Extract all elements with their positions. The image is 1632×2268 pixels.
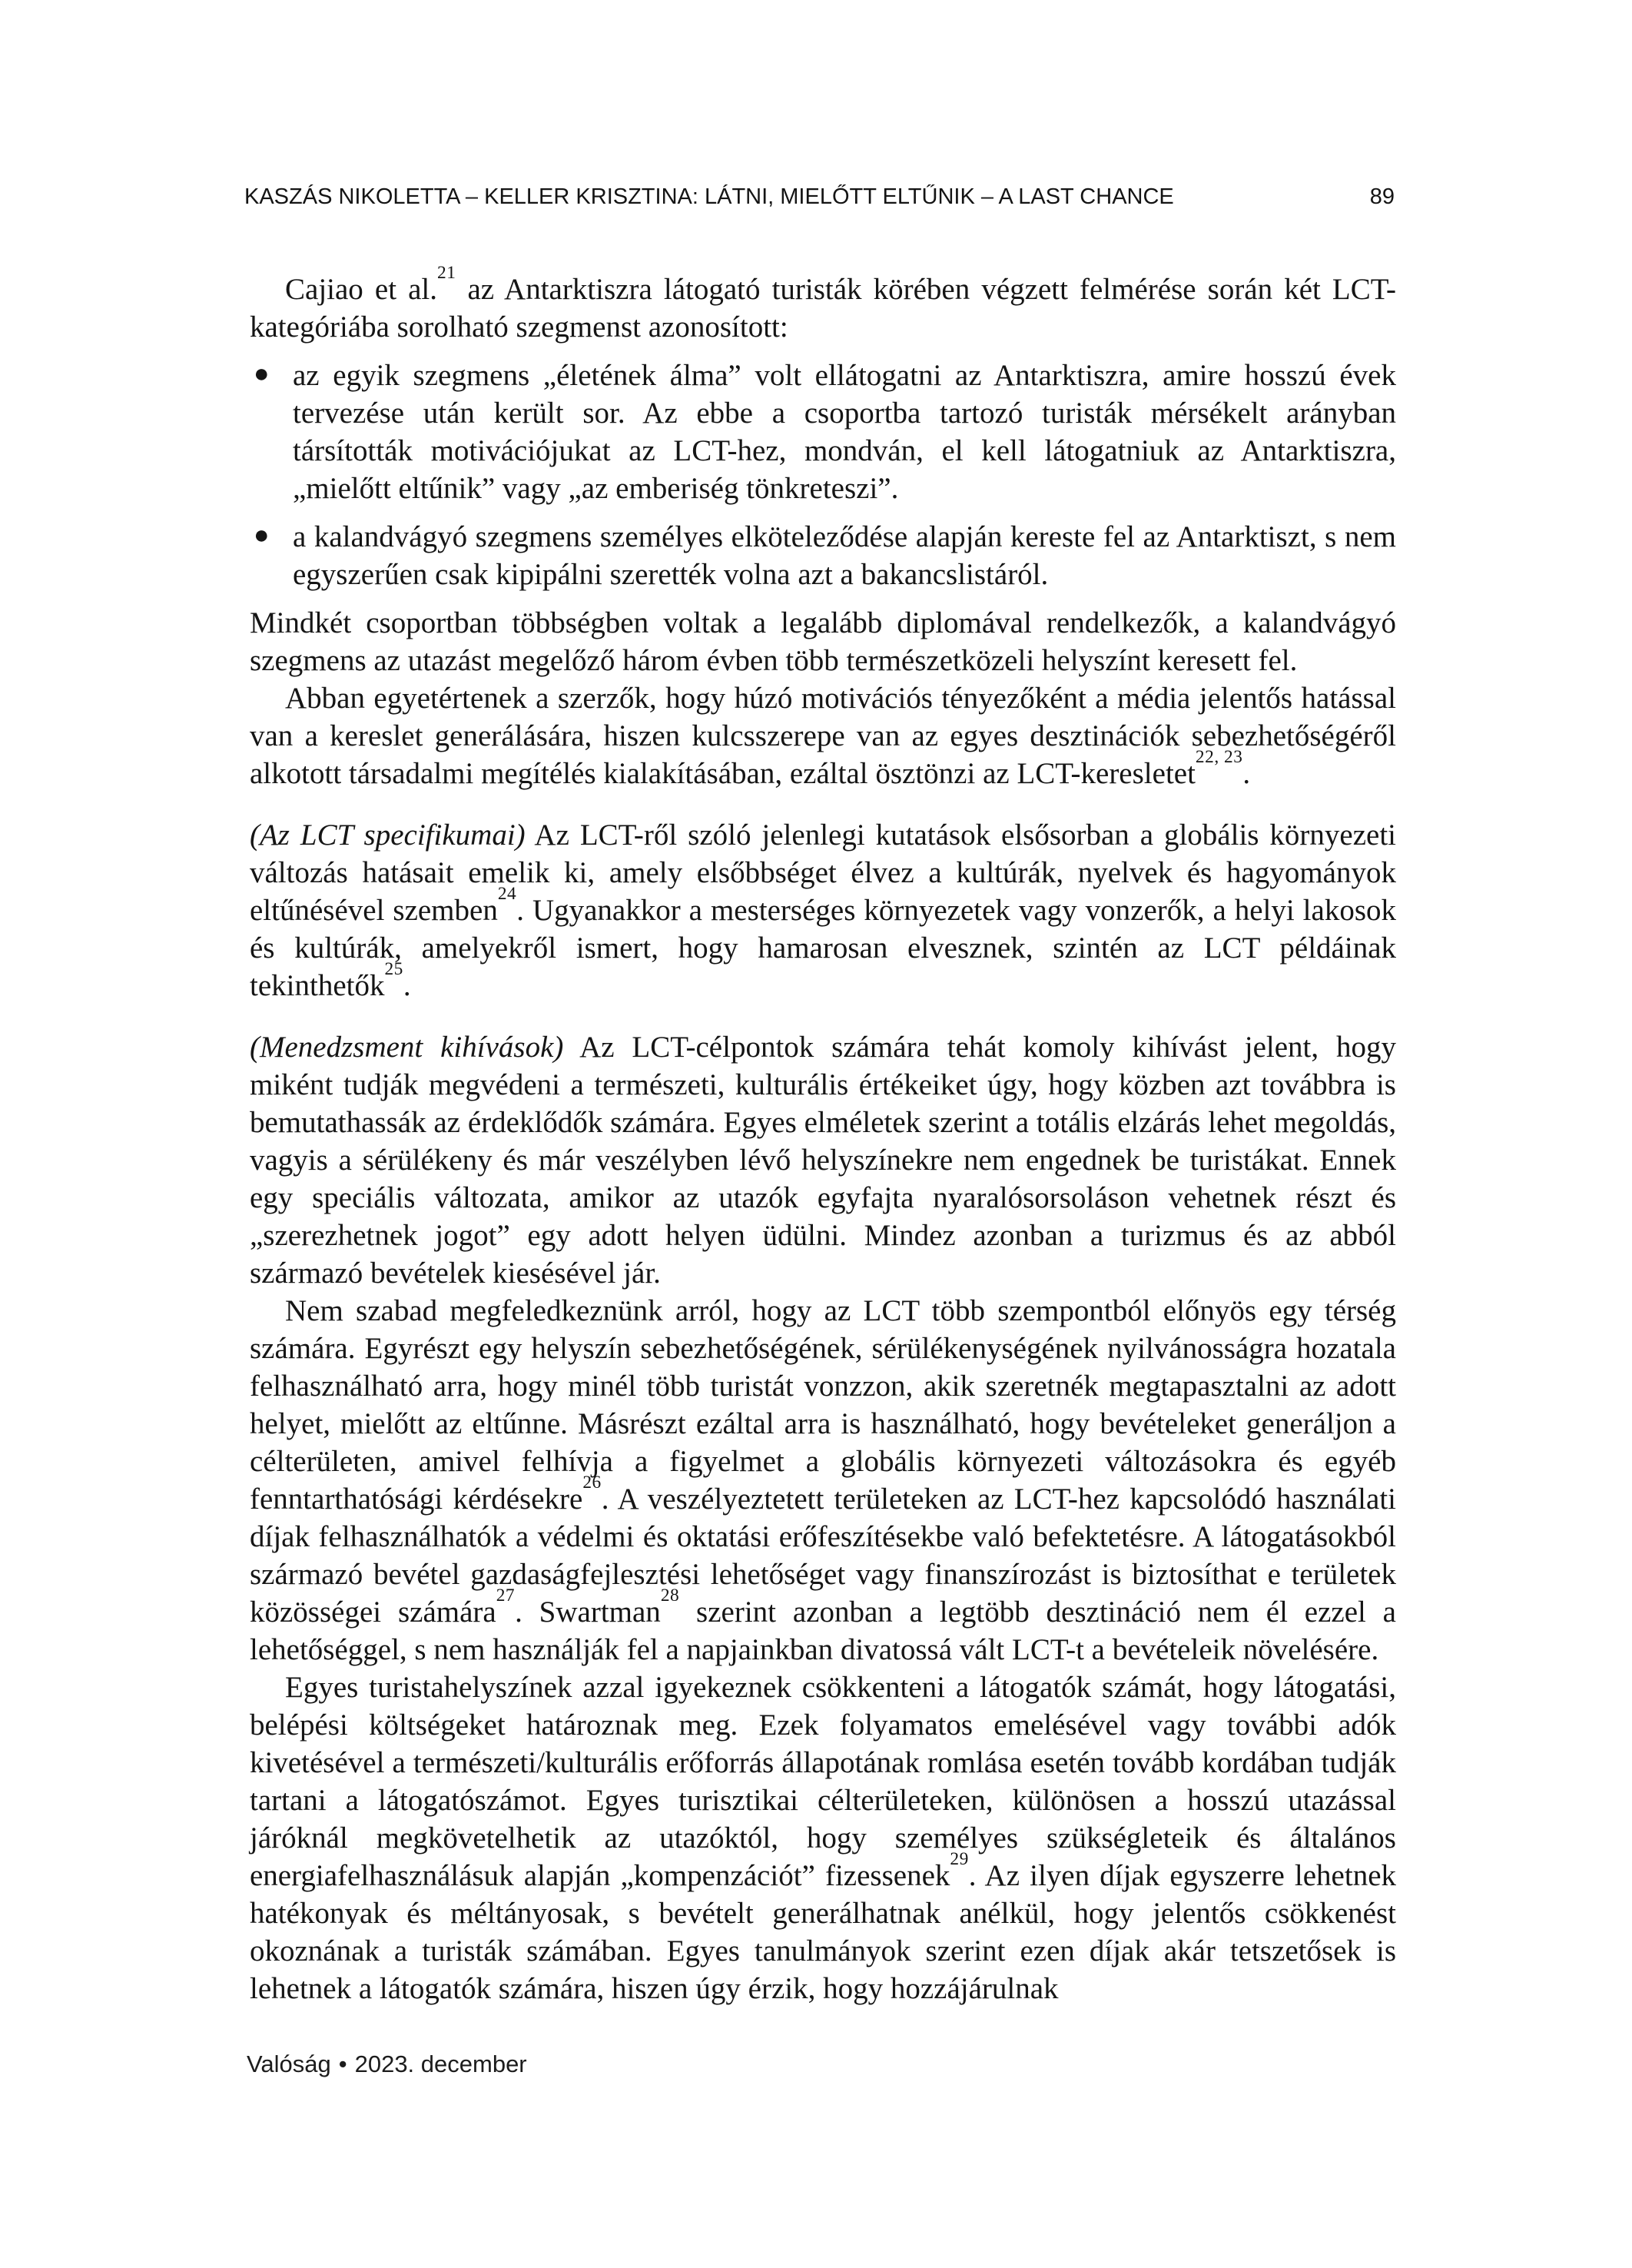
text-run: az Antarktiszra látogató turisták körében végzett felmérése során két LCT-kategóriába sorolható szegmenst azonosított: bbox=[250, 273, 1396, 344]
footer-bullet-icon: • bbox=[338, 2050, 347, 2077]
text-run: Nem szabad megfeledkeznünk arról, hogy az LCT több szempontból előnyös egy térség számára. Egyrészt egy helyszín sebezhetőségének, sérülékenységének nyilvánosságra hozatala felhasználható arra, hogy minél több turistát vonzzon, akik szeretnék megtapasztalni az adott helyet, mielőtt az eltűnne. Másrészt ezáltal arra is használható, hogy bevételeket generáljon a célterületen, amivel felhívja a figyelmet a globális környezeti változásokra és egyéb fenntarthatósági kérdésekre bbox=[250, 1294, 1396, 1516]
paragraph bbox=[250, 1028, 1396, 1292]
text-run: . bbox=[403, 969, 411, 1002]
footer-issue-date: 2023. december bbox=[354, 2050, 527, 2077]
bullet-icon: ● bbox=[254, 521, 270, 550]
text-run: . Ugyanakkor a mesterséges környezetek vagy vonzerők, a helyi lakosok és kultúrák, amelyekről ismert, hogy hamarosan elvesznek, szintén az LCT példáinak tekinthetők bbox=[250, 894, 1397, 1002]
footnote-ref: 21 bbox=[437, 263, 456, 284]
text-run: a kalandvágyó szegmens személyes elköteleződése alapján kereste fel az Antarktiszt, s nem egyszerűen csak kipipálni szerették volna azt a bakancslistáról. bbox=[293, 520, 1396, 591]
text-run: . Swartman bbox=[515, 1596, 661, 1629]
text-run: . Az ilyen díjak egyszerre lehetnek hatékonyak és méltányosak, s bevételt generálhatnak anélkül, hogy jelentős csökkenést okoznának a turisták számában. Egyes tanulmányok szerint ezen díjak akár tetszetősek is lehetnek a látogatók számára, hiszen úgy érzik, hogy hozzájárulnak bbox=[250, 1859, 1396, 2005]
article-body bbox=[250, 263, 1397, 2007]
text-run: Az LCT-célpontok számára tehát komoly kihívást jelent, hogy miként tudják megvédeni a természeti, kulturális értékeiket úgy, hogy közben azt továbbra is bemutathassák az érdeklődők számára. Egyes elméletek szerint a totális elzárás lehet megoldás, vagyis a sérülékeny és már veszélyben lévő helyszínekre nem engednek be turistákat. Ennek egy speciális változata, amikor az utazók egyfajta nyaralósorsoláson vehetnek részt és „szerezhetnek jogot” egy adott helyen üdülni. Mindez azonban a turizmus és az abból származó bevételek kiesésével jár. bbox=[250, 1031, 1396, 1290]
paragraph bbox=[250, 816, 1396, 1004]
page-number: 89 bbox=[1369, 184, 1395, 209]
footnote-ref: 24 bbox=[497, 884, 517, 905]
footer-journal-name: Valóság bbox=[247, 2050, 331, 2077]
text-run: . bbox=[1242, 757, 1251, 790]
paragraph bbox=[250, 1292, 1396, 1669]
paragraph bbox=[250, 263, 1396, 346]
italic-lead-in: (Az LCT specifikumai) bbox=[250, 819, 526, 852]
running-header-title: KASZÁS NIKOLETTA – KELLER KRISZTINA: LÁTNI, MIELŐTT ELTŰNIK – A LAST CHANCE bbox=[244, 184, 1174, 209]
text-run: szerint azonban a legtöbb desztináció nem él ezzel a lehetőséggel, s nem használják fel a napjainkban divatossá vált LCT-t a bevételeik növelésére. bbox=[250, 1596, 1396, 1666]
text-run: Mindkét csoportban többségben voltak a legalább diplomával rendelkezők, a kalandvágyó szegmens az utazást megelőző három évben több természetközeli helyszínt keresett fel. bbox=[250, 606, 1396, 677]
bullet-item bbox=[250, 357, 1396, 507]
footnote-ref: 29 bbox=[950, 1849, 969, 1870]
paragraph bbox=[250, 1669, 1396, 2007]
bullet-icon: ● bbox=[254, 360, 270, 388]
bullet-text bbox=[293, 359, 1396, 505]
paragraph bbox=[250, 679, 1396, 792]
running-header bbox=[244, 184, 1395, 210]
text-run: Cajiao et al. bbox=[285, 273, 438, 306]
text-run: . A veszélyeztetett területeken az LCT-hez kapcsolódó használati díjak felhasználhatók a védelmi és oktatási erőfeszítésekbe való befektetésre. A látogatásokból származó bevétel gazdaságfejlesztési lehetőséget vagy finanszírozást is biztosíthat e területek közösségei számára bbox=[250, 1483, 1396, 1629]
bullet-item bbox=[250, 518, 1396, 593]
text-run: Abban egyetértenek a szerzők, hogy húzó motivációs tényezőként a média jelentős hatással van a kereslet generálására, hiszen kulcsszerepe van az egyes desztinációk sebezhetőségéről alkotott társadalmi megítélés kialakításában, ezáltal ösztönzi az LCT-keresletet bbox=[250, 682, 1396, 790]
footnote-ref: 25 bbox=[384, 959, 403, 980]
footnote-ref: 27 bbox=[496, 1586, 516, 1606]
text-run: Az LCT-ről szóló jelenlegi kutatások elsősorban a globális környezeti változás hatásait emelik ki, amely elsőbbséget élvez a kultúrák, nyelvek és hagyományok eltűnésével szemben bbox=[250, 819, 1396, 927]
paragraph bbox=[250, 604, 1396, 679]
text-run: az egyik szegmens „életének álma” volt ellátogatni az Antarktiszra, amire hosszú évek tervezése után került sor. Az ebbe a csoportba tartozó turisták mérsékelt arányban társították motivációjukat az LCT-hez, mondván, el kell látogatniuk az Antarktiszra, „mielőtt eltűnik” vagy „az emberiség tönkreteszi”. bbox=[293, 359, 1396, 505]
footnote-ref: 22, 23 bbox=[1195, 747, 1243, 768]
bullet-text bbox=[293, 520, 1396, 591]
footnote-ref: 26 bbox=[582, 1473, 602, 1493]
page-footer bbox=[247, 2050, 527, 2078]
footnote-ref: 28 bbox=[660, 1586, 680, 1606]
italic-lead-in: (Menedzsment kihívások) bbox=[250, 1031, 564, 1064]
text-run: Egyes turistahelyszínek azzal igyekeznek csökkenteni a látogatók számát, hogy látogatási, belépési költségeket határoznak meg. Ezek folyamatos emelésével vagy további adók kivetésével a természeti/kulturális erőforrás állapotának romlása esetén tovább kordában tudják tartani a látogatószámot. Egyes turisztikai célterületeken, különösen a hosszú utazással járóknál megkövetelhetik az utazóktól, hogy személyes szükségleteik és általános energiafelhasználásuk alapján „kompenzációt” fizessenek bbox=[250, 1671, 1396, 1892]
